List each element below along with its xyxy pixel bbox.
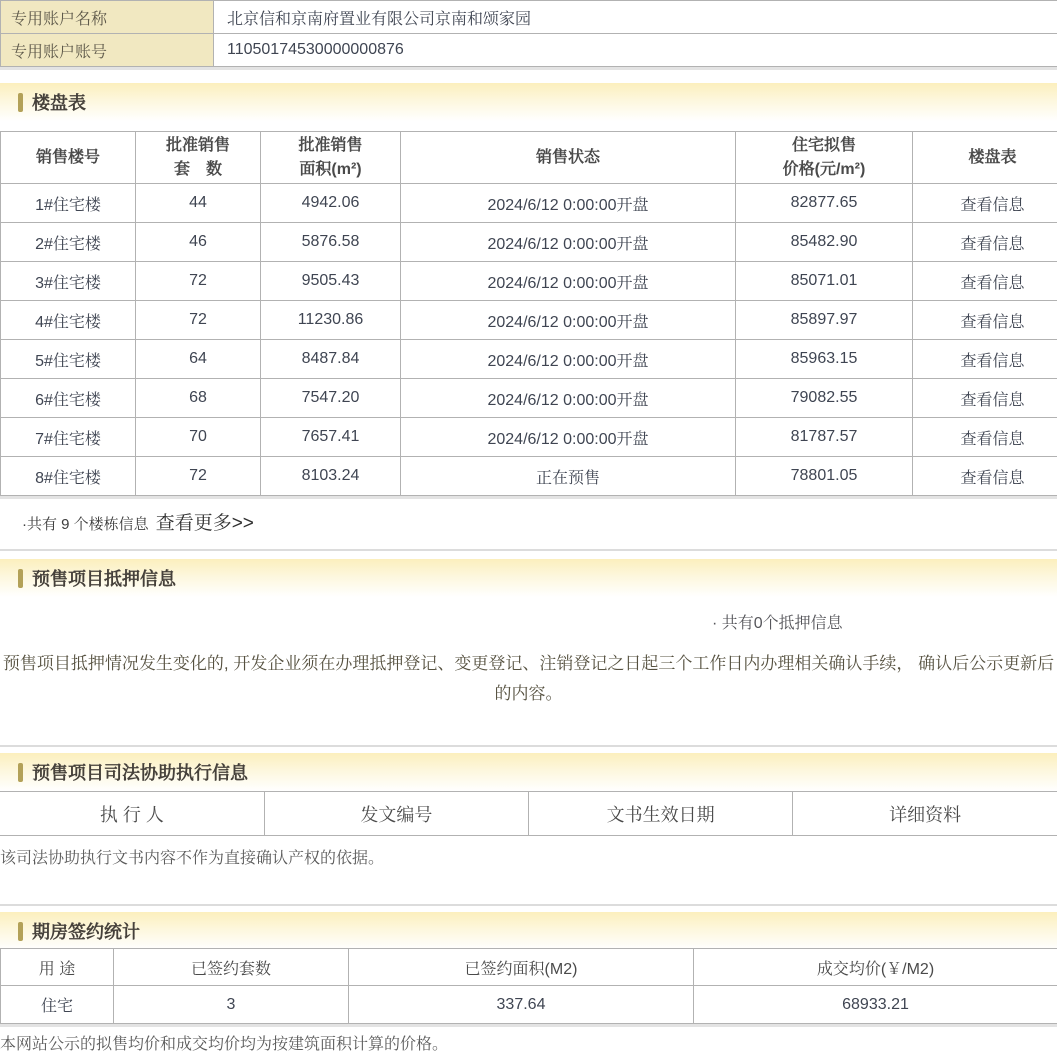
table-row <box>1 986 1057 1024</box>
account-name-value: 北京信和京南府置业有限公司京南和颂家园 <box>214 1 1057 34</box>
view-more-link[interactable]: 查看更多>> <box>156 508 254 535</box>
section-header-judicial <box>0 753 1057 791</box>
judicial-table-header-row <box>0 792 1057 836</box>
col-header-proposed-price: 住宅拟售 价格(元/m²) <box>736 132 913 184</box>
building-no: 3#住宅楼 <box>1 262 136 301</box>
avg-price-value: 68933.21 <box>694 986 1057 1024</box>
col-header-signed-area: 已签约面积(M2) <box>349 949 694 986</box>
judicial-section-title: 预售项目司法协助执行信息 <box>32 759 248 785</box>
col-header-effective-date: 文书生效日期 <box>529 792 793 836</box>
sale-status: 2024/6/12 0:00:00开盘 <box>401 340 736 379</box>
account-info-table <box>0 0 1057 67</box>
judicial-note-text: 该司法协助执行文书内容不作为直接确认产权的依据。 <box>0 845 1057 868</box>
building-no: 2#住宅楼 <box>1 223 136 262</box>
buildings-table-header-row <box>1 132 1057 184</box>
sale-status: 2024/6/12 0:00:00开盘 <box>401 223 736 262</box>
sale-status: 正在预售 <box>401 457 736 496</box>
col-header-document-number: 发文编号 <box>264 792 528 836</box>
sale-status: 2024/6/12 0:00:00开盘 <box>401 379 736 418</box>
col-header-building-no: 销售楼号 <box>1 132 136 184</box>
sale-status: 2024/6/12 0:00:00开盘 <box>401 418 736 457</box>
building-no: 5#住宅楼 <box>1 340 136 379</box>
judicial-table <box>0 791 1057 836</box>
view-info-link[interactable]: 查看信息 <box>913 184 1057 223</box>
account-table-shadow <box>0 67 1057 70</box>
approved-area: 7547.20 <box>261 379 401 418</box>
approved-units: 44 <box>136 184 261 223</box>
section-header-buildings <box>0 83 1057 121</box>
table-row <box>1 184 1057 223</box>
approved-units: 72 <box>136 457 261 496</box>
mortgage-count-text: · 共有0个抵押信息 <box>712 610 1057 633</box>
table-row <box>1 418 1057 457</box>
col-header-sale-status: 销售状态 <box>401 132 736 184</box>
table-row <box>1 379 1057 418</box>
view-info-link[interactable]: 查看信息 <box>913 223 1057 262</box>
signing-table-shadow <box>0 1024 1057 1027</box>
buildings-table-shadow <box>0 496 1057 499</box>
proposed-price: 85963.15 <box>736 340 913 379</box>
signed-units-value: 3 <box>114 986 349 1024</box>
section-divider <box>0 745 1057 747</box>
buildings-summary-line <box>22 508 1057 535</box>
buildings-table <box>0 131 1057 496</box>
proposed-price: 81787.57 <box>736 418 913 457</box>
col-header-executor: 执 行 人 <box>0 792 264 836</box>
view-info-link[interactable]: 查看信息 <box>913 340 1057 379</box>
section-accent-bar-icon <box>18 763 23 782</box>
account-name-label: 专用账户名称 <box>1 1 214 34</box>
approved-area: 4942.06 <box>261 184 401 223</box>
proposed-price: 78801.05 <box>736 457 913 496</box>
approved-units: 72 <box>136 262 261 301</box>
buildings-section-title: 楼盘表 <box>32 89 86 115</box>
approved-area: 5876.58 <box>261 223 401 262</box>
col-header-usage: 用 途 <box>1 949 114 986</box>
building-no: 7#住宅楼 <box>1 418 136 457</box>
approved-area: 11230.86 <box>261 301 401 340</box>
mortgage-section-title: 预售项目抵押信息 <box>32 565 176 591</box>
account-number-value: 11050174530000000876 <box>214 34 1057 67</box>
proposed-price: 85897.97 <box>736 301 913 340</box>
signed-area-value: 337.64 <box>349 986 694 1024</box>
signing-note-text: 本网站公示的拟售均价和成交均价均为按建筑面积计算的价格。 <box>0 1031 1057 1054</box>
signing-stats-table <box>0 948 1057 1024</box>
table-row <box>1 262 1057 301</box>
building-no: 8#住宅楼 <box>1 457 136 496</box>
sale-status: 2024/6/12 0:00:00开盘 <box>401 262 736 301</box>
approved-units: 64 <box>136 340 261 379</box>
col-header-avg-price: 成交均价(￥/M2) <box>694 949 1057 986</box>
account-number-row <box>1 34 1057 67</box>
approved-area: 7657.41 <box>261 418 401 457</box>
col-header-detail: 楼盘表 <box>913 132 1057 184</box>
table-row <box>1 340 1057 379</box>
table-row <box>1 223 1057 262</box>
signing-section-title: 期房签约统计 <box>32 918 140 944</box>
approved-units: 68 <box>136 379 261 418</box>
building-no: 4#住宅楼 <box>1 301 136 340</box>
view-info-link[interactable]: 查看信息 <box>913 457 1057 496</box>
proposed-price: 82877.65 <box>736 184 913 223</box>
col-header-detail-info: 详细资料 <box>793 792 1057 836</box>
view-info-link[interactable]: 查看信息 <box>913 379 1057 418</box>
col-header-signed-units: 已签约套数 <box>114 949 349 986</box>
table-row <box>1 301 1057 340</box>
section-header-signing <box>0 912 1057 950</box>
col-header-approved-area: 批准销售 面积(m²) <box>261 132 401 184</box>
approved-units: 70 <box>136 418 261 457</box>
view-info-link[interactable]: 查看信息 <box>913 262 1057 301</box>
proposed-price: 85482.90 <box>736 223 913 262</box>
usage-value: 住宅 <box>1 986 114 1024</box>
approved-units: 46 <box>136 223 261 262</box>
account-number-label: 专用账户账号 <box>1 34 214 67</box>
approved-units: 72 <box>136 301 261 340</box>
section-accent-bar-icon <box>18 93 23 112</box>
sale-status: 2024/6/12 0:00:00开盘 <box>401 301 736 340</box>
approved-area: 8487.84 <box>261 340 401 379</box>
approved-area: 9505.43 <box>261 262 401 301</box>
building-no: 6#住宅楼 <box>1 379 136 418</box>
mortgage-notice-text: 预售项目抵押情况发生变化的, 开发企业须在办理抵押登记、变更登记、注销登记之日起三个工作日内办理相关确认手续， 确认后公示更新后的内容。 <box>0 649 1057 709</box>
section-accent-bar-icon <box>18 922 23 941</box>
proposed-price: 79082.55 <box>736 379 913 418</box>
section-header-mortgage <box>0 559 1057 597</box>
section-divider <box>0 904 1057 906</box>
sale-status: 2024/6/12 0:00:00开盘 <box>401 184 736 223</box>
section-accent-bar-icon <box>18 569 23 588</box>
view-info-link[interactable]: 查看信息 <box>913 301 1057 340</box>
table-row <box>1 457 1057 496</box>
section-divider <box>0 549 1057 551</box>
building-no: 1#住宅楼 <box>1 184 136 223</box>
approved-area: 8103.24 <box>261 457 401 496</box>
buildings-count-text: ·共有 9 个楼栋信息 <box>22 513 149 534</box>
col-header-approved-units: 批准销售 套 数 <box>136 132 261 184</box>
view-info-link[interactable]: 查看信息 <box>913 418 1057 457</box>
account-name-row <box>1 1 1057 34</box>
proposed-price: 85071.01 <box>736 262 913 301</box>
signing-table-header-row <box>1 949 1057 986</box>
